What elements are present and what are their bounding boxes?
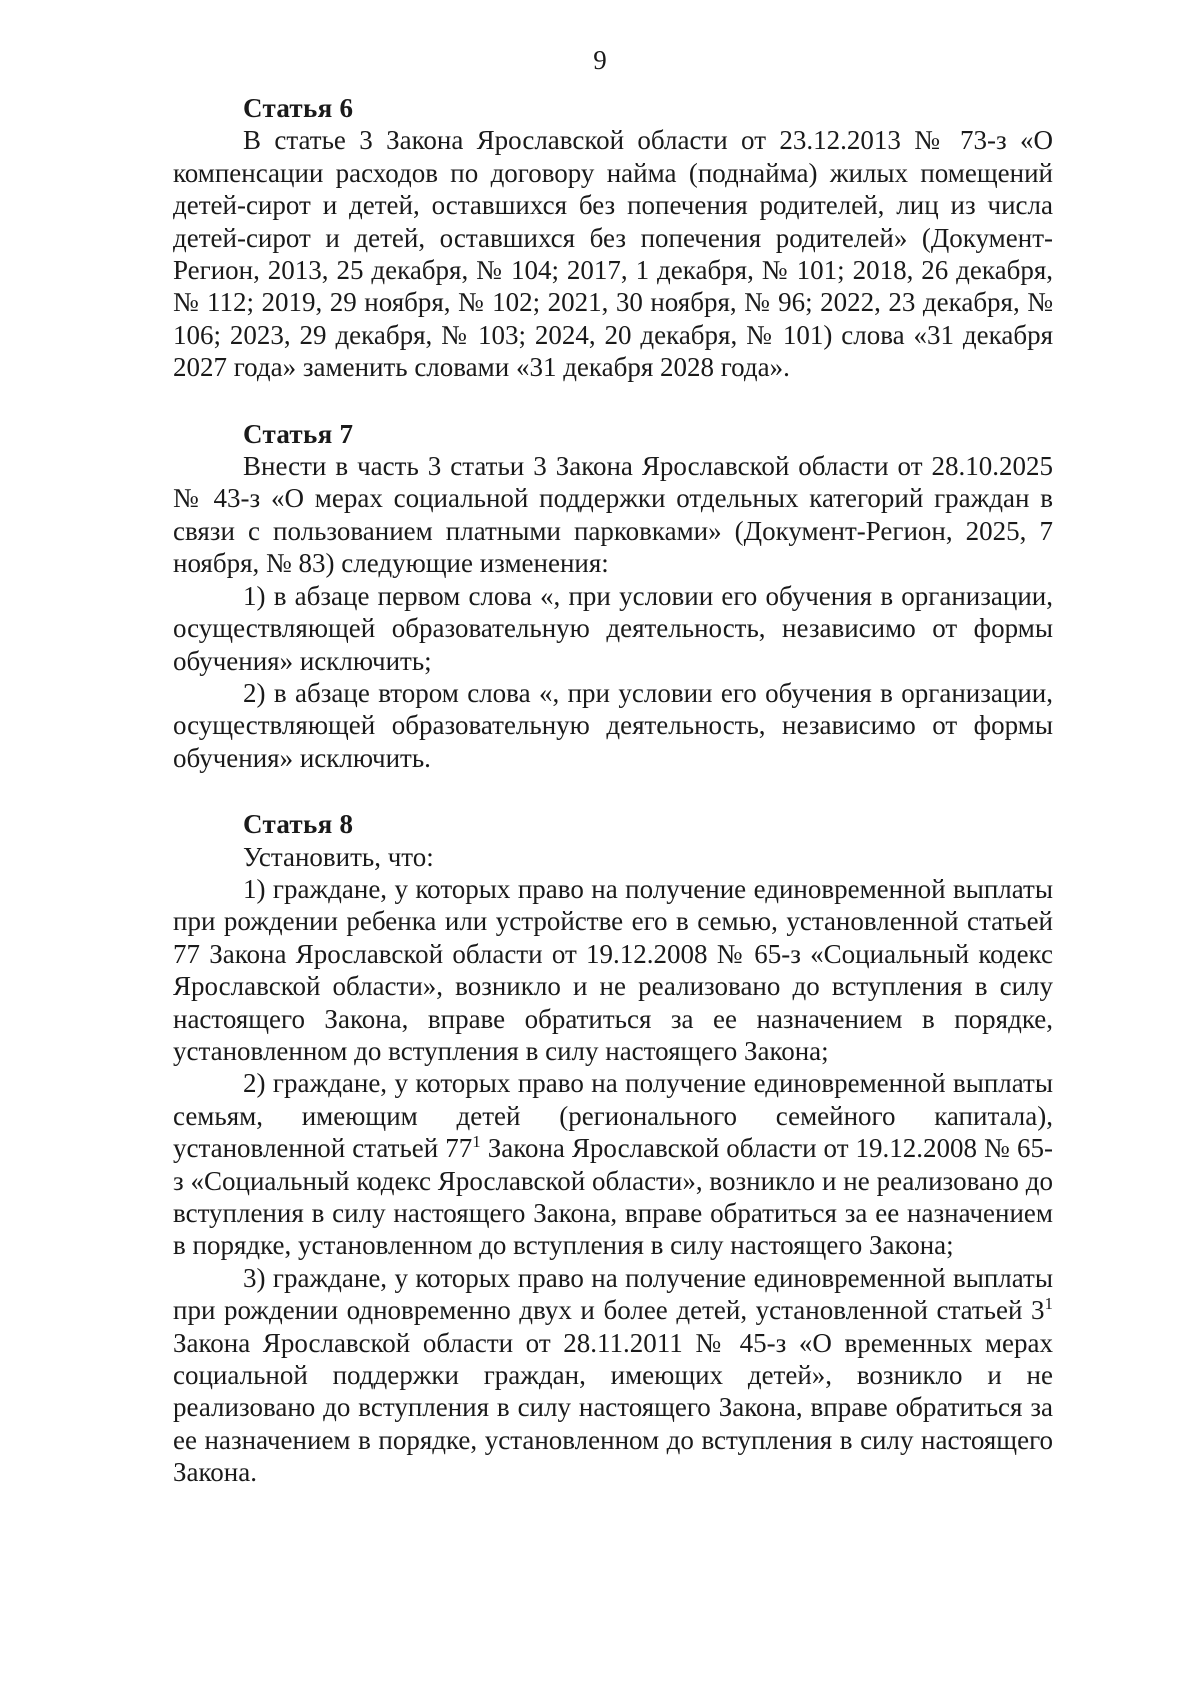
superscript: 1 (1044, 1294, 1053, 1314)
article-title: Статья 6 (243, 93, 354, 123)
article-paragraph: 1) граждане, у которых право на получение единовременной выплаты при рождении ребенка или устройстве его в семью, установленной статьей 77 Закона Ярославской области от 19.12.2008 № 65-з «Социальный кодекс Ярославской области», возникло и не реализовано до вступления в силу настоящего Закона, вправе обратиться за ее назначением в порядке, установленном до вступления в силу настоящего Закона; (173, 873, 1053, 1066)
superscript: 1 (472, 1132, 481, 1152)
page-number: 9 (593, 45, 607, 75)
article-title: Статья 7 (243, 418, 354, 449)
article-8 (173, 808, 1053, 1489)
paragraph-text: 2) граждане, у которых право на получение единовременной выплаты семьям, имеющим детей (регионального семейного капитала), установленной статьей 77 (173, 1068, 1053, 1164)
article-paragraph (173, 1067, 1053, 1261)
paragraph-text: 3) граждане, у которых право на получение единовременной выплаты при рождении одновременно двух и более детей, установленной статьей 3 (173, 1262, 1053, 1326)
article-paragraph: Установить, что: (243, 841, 434, 872)
article-paragraph: В статье 3 Закона Ярославской области от 23.12.2013 № 73-з «О компенсации расходов по договору найма (поднайма) жилых помещений детей-сирот и детей, оставшихся без попечения родителей, лиц из числа детей-сирот и детей, оставшихся без попечения родителей» (Документ-Регион, 2013, 25 декабря, № 104; 2017, 1 декабря, № 101; 2018, 26 декабря, № 112; 2019, 29 ноября, № 102; 2021, 30 ноября, № 96; 2022, 23 декабря, № 106; 2023, 29 декабря, № 103; 2024, 20 декабря, № 101) слова «31 декабря 2027 года» заменить словами «31 декабря 2028 года». (173, 125, 1053, 383)
article-6 (173, 92, 1053, 384)
document-body (173, 92, 1053, 1523)
article-paragraph: 1) в абзаце первом слова «, при условии его обучения в организации, осуществляющей образовательную деятельность, независимо от формы обучения» исключить; (173, 580, 1053, 676)
article-paragraph: Внести в часть 3 статьи 3 Закона Ярославской области от 28.10.2025 № 43-з «О мерах социальной поддержки отдельных категорий граждан в связи с пользованием платными парковками» (Документ-Регион, 2025, 7 ноября, № 83) следующие изменения: (173, 451, 1053, 579)
paragraph-text: Закона Ярославской области от 19.12.2008 № 65-з «Социальный кодекс Ярославской области», возникло и не реализовано до вступления в силу настоящего Закона, вправе обратиться за ее назначением в порядке, установленном до вступления в силу настоящего Закона; (173, 1133, 1053, 1261)
article-title: Статья 8 (243, 809, 354, 840)
paragraph-text: Закона Ярославской области от 28.11.2011 № 45-з «О временных мерах социальной поддержки граждан, имеющих детей», возникло и не реализовано до вступления в силу настоящего Закона, вправе обратиться за ее назначением в порядке, установленном до вступления в силу настоящего Закона. (173, 1327, 1053, 1488)
article-paragraph: 2) в абзаце втором слова «, при условии его обучения в организации, осуществляющей образовательную деятельность, независимо от формы обучения» исключить. (173, 677, 1053, 773)
article-7 (173, 418, 1053, 774)
article-paragraph (173, 1262, 1053, 1489)
